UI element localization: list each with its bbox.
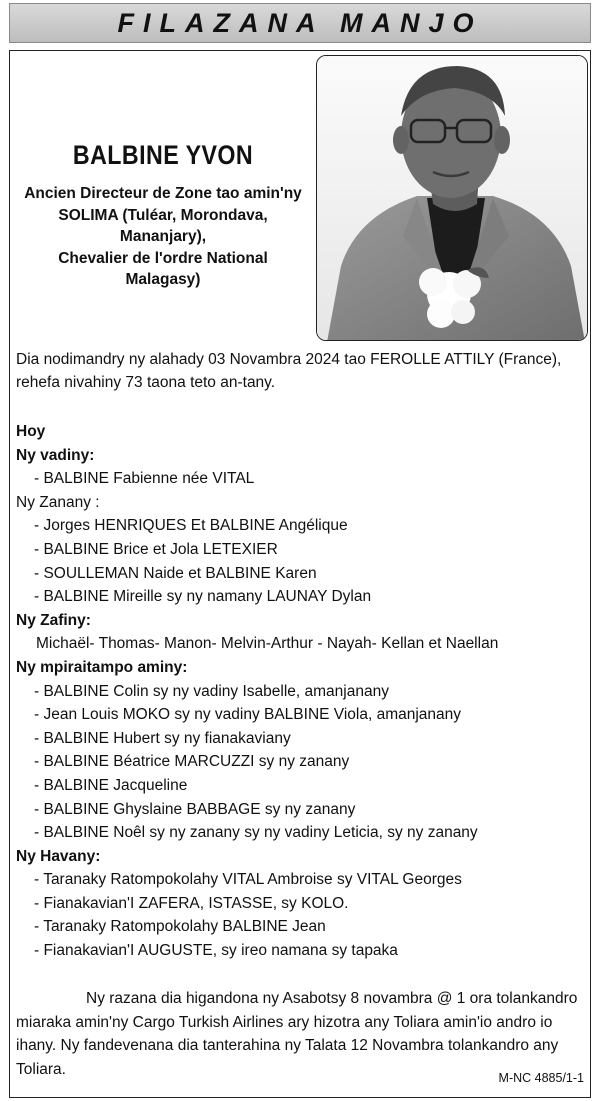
- lead-word: Hoy: [16, 423, 46, 440]
- grandchildren-list: Michaël- Thomas- Manon- Melvin-Arthur - Nayah- Kellan et Naellan: [36, 635, 499, 653]
- funeral-details: [16, 987, 586, 1081]
- spouse-heading: Ny vadiny:: [16, 446, 95, 464]
- header-title: FILAZANA MANJO: [117, 7, 483, 38]
- funeral-line: miaraka amin'ny Cargo Turkish Airlines ary hizotra any Toliara amin'io andro io: [16, 1013, 553, 1031]
- funeral-line-text: Ny razana dia higandona ny Asabotsy 8 novambra @ 1 ora tolankandro: [86, 990, 578, 1007]
- funeral-line: ihany. Ny fandevenana dia tanterahina ny Talata 12 Novambra tolankandro any: [16, 1037, 559, 1054]
- list-item: - Jorges HENRIQUES Et BALBINE Angélique: [34, 517, 348, 535]
- subtitle-line: Malagasy): [125, 271, 201, 288]
- funeral-line: [16, 987, 586, 1011]
- reference-code: M-NC 4885/1-1: [498, 1071, 584, 1085]
- relatives-heading: Ny Havany:: [16, 847, 101, 865]
- list-item: - BALBINE Noêl sy ny zanany sy ny vadiny Leticia, sy ny zanany: [34, 824, 478, 842]
- list-item: - BALBINE Fabienne née VITAL: [34, 470, 255, 488]
- subtitle-line: Chevalier de l'ordre National: [58, 249, 268, 267]
- list-item: - Taranaky Ratompokolahy VITAL Ambroise sy VITAL Georges: [34, 871, 462, 889]
- intro-line: Dia nodimandry ny alahady 03 Novambra 2024 tao FEROLLE ATTILY (France),: [16, 351, 562, 368]
- list-item: - SOULLEMAN Naide et BALBINE Karen: [34, 564, 317, 582]
- list-item: - BALBINE Hubert sy ny fianakaviany: [34, 729, 291, 747]
- portrait-image: [317, 56, 588, 341]
- list-item: - BALBINE Béatrice MARCUZZI sy ny zanany: [34, 753, 350, 771]
- intro-line: rehefa nivahiny 73 taona teto an-tany.: [16, 374, 276, 391]
- subtitle-line: Ancien Directeur de Zone tao amin'ny: [24, 185, 302, 202]
- deceased-name: BALBINE YVON: [72, 140, 254, 170]
- list-item: - Fianakavian'I AUGUSTE, sy ireo namana sy tapaka: [34, 942, 398, 960]
- list-item: - Jean Louis MOKO sy ny vadiny BALBINE Viola, amanjanany: [34, 706, 462, 724]
- list-item: - BALBINE Colin sy ny vadiny Isabelle, amanjanany: [34, 682, 389, 700]
- list-item: - Taranaky Ratompokolahy BALBINE Jean: [34, 918, 326, 936]
- list-item: - BALBINE Jacqueline: [34, 776, 188, 794]
- death-announcement: [16, 348, 586, 394]
- children-heading: Ny Zanany :: [16, 493, 100, 511]
- list-item: - BALBINE Mireille sy ny namany LAUNAY Dylan: [34, 588, 372, 606]
- grandchildren-heading: Ny Zafiny:: [16, 611, 91, 629]
- portrait-photo: [316, 55, 588, 341]
- funeral-line: Toliara.: [16, 1060, 66, 1078]
- list-item: - BALBINE Ghyslaine BABBAGE sy ny zanany: [34, 800, 356, 818]
- subtitle-line: SOLIMA (Tuléar, Morondava, Mananjary),: [58, 206, 268, 245]
- list-item: - BALBINE Brice et Jola LETEXIER: [34, 540, 278, 558]
- deceased-title: [14, 183, 312, 291]
- family-list: [16, 420, 586, 963]
- siblings-heading: Ny mpiraitampo aminy:: [16, 658, 188, 676]
- list-item: - Fianakavian'I ZAFERA, ISTASSE, sy KOLO.: [34, 894, 349, 912]
- header-banner: [9, 3, 591, 43]
